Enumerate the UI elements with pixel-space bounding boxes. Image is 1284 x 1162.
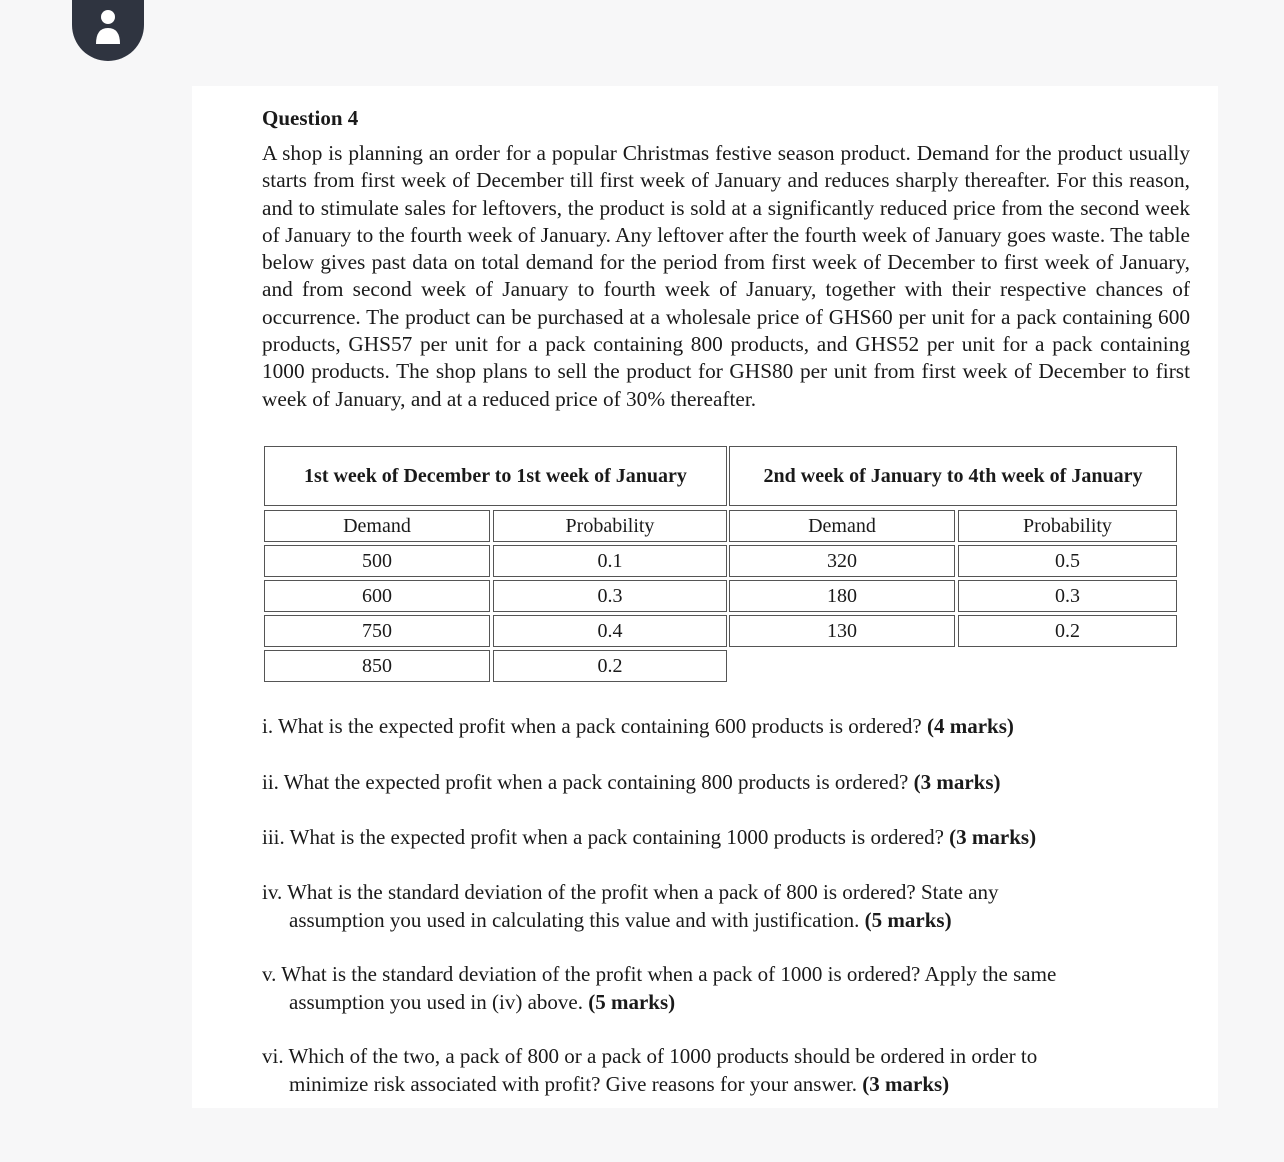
period1-probability-cell: 0.1 bbox=[493, 545, 727, 577]
period1-demand-header: Demand bbox=[264, 510, 490, 542]
subquestion-vi bbox=[262, 1042, 1182, 1098]
subquestion-line1: v. What is the standard deviation of the profit when a pack of 1000 is ordered? Apply the same bbox=[262, 962, 1057, 986]
period2-header: 2nd week of January to 4th week of January bbox=[729, 446, 1177, 506]
period1-probability-cell: 0.4 bbox=[493, 615, 727, 647]
period2-demand-cell: 130 bbox=[729, 615, 955, 647]
period1-probability-cell: 0.2 bbox=[493, 650, 727, 682]
subquestion-text: ii. What the expected profit when a pack containing 800 products is ordered? bbox=[262, 770, 914, 794]
subquestion-line2: assumption you used in (iv) above. bbox=[289, 990, 589, 1014]
question-title: Question 4 bbox=[262, 106, 359, 130]
subquestion-marks: (3 marks) bbox=[949, 825, 1037, 849]
subquestion-marks: (3 marks) bbox=[862, 1072, 950, 1096]
subquestion-line2: minimize risk associated with profit? Give reasons for your answer. bbox=[289, 1072, 863, 1096]
subquestion-iv bbox=[262, 878, 1182, 934]
period1-header: 1st week of December to 1st week of January bbox=[264, 446, 727, 506]
subquestion-i bbox=[262, 712, 1182, 740]
subquestion-text: iii. What is the expected profit when a pack containing 1000 products is ordered? bbox=[262, 825, 950, 849]
user-icon bbox=[72, 0, 144, 61]
question-paragraph: A shop is planning an order for a popular Christmas festive season product. Demand for the product usually starts from first week of December till first week of January and reduces sharply thereafter. For this reason, and to stimulate sales for leftovers, the product is sold at a significantly reduced price from the second week of January to the fourth week of January. Any leftover after the fourth week of January goes waste. The table below gives past data on total demand for the period from first week of December to first week of January, and from second week of January to fourth week of January, together with their respective chances of occurrence. The product can be purchased at a wholesale price of GHS60 per unit for a pack containing 600 products, GHS57 per unit for a pack containing 800 products, and GHS52 per unit for a pack containing 1000 products. The shop plans to sell the product for GHS80 per unit from first week of December to first week of January, and at a reduced price of 30% thereafter. bbox=[262, 141, 1190, 411]
question-document bbox=[192, 86, 1218, 1108]
subquestion-iii bbox=[262, 823, 1182, 851]
subquestion-text: i. What is the expected profit when a pack containing 600 products is ordered? bbox=[262, 714, 927, 738]
period2-probability-cell: 0.5 bbox=[958, 545, 1177, 577]
period1-demand-cell: 750 bbox=[264, 615, 490, 647]
subquestion-marks: (4 marks) bbox=[927, 714, 1014, 738]
period1-demand-cell: 850 bbox=[264, 650, 490, 682]
period2-demand-header: Demand bbox=[729, 510, 955, 542]
period1-probability-cell: 0.3 bbox=[493, 580, 727, 612]
subquestion-line1: iv. What is the standard deviation of the profit when a pack of 800 is ordered? State any bbox=[262, 880, 999, 904]
question-body bbox=[262, 104, 1190, 413]
subquestion-ii bbox=[262, 768, 1182, 796]
period2-demand-cell: 180 bbox=[729, 580, 955, 612]
subquestion-marks: (5 marks) bbox=[864, 908, 952, 932]
subquestion-marks: (5 marks) bbox=[588, 990, 676, 1014]
period2-demand-cell: 320 bbox=[729, 545, 955, 577]
period1-probability-header: Probability bbox=[493, 510, 727, 542]
subquestion-v bbox=[262, 960, 1182, 1016]
period1-demand-cell: 600 bbox=[264, 580, 490, 612]
user-avatar[interactable] bbox=[72, 0, 144, 61]
subquestion-line1: vi. Which of the two, a pack of 800 or a pack of 1000 products should be ordered in order to bbox=[262, 1044, 1038, 1068]
period2-probability-cell: 0.2 bbox=[958, 615, 1177, 647]
period2-probability-header: Probability bbox=[958, 510, 1177, 542]
subquestion-marks: (3 marks) bbox=[913, 770, 1001, 794]
subquestion-line2: assumption you used in calculating this value and with justification. bbox=[289, 908, 865, 932]
period1-demand-cell: 500 bbox=[264, 545, 490, 577]
demand-table bbox=[264, 446, 1177, 686]
period2-probability-cell: 0.3 bbox=[958, 580, 1177, 612]
